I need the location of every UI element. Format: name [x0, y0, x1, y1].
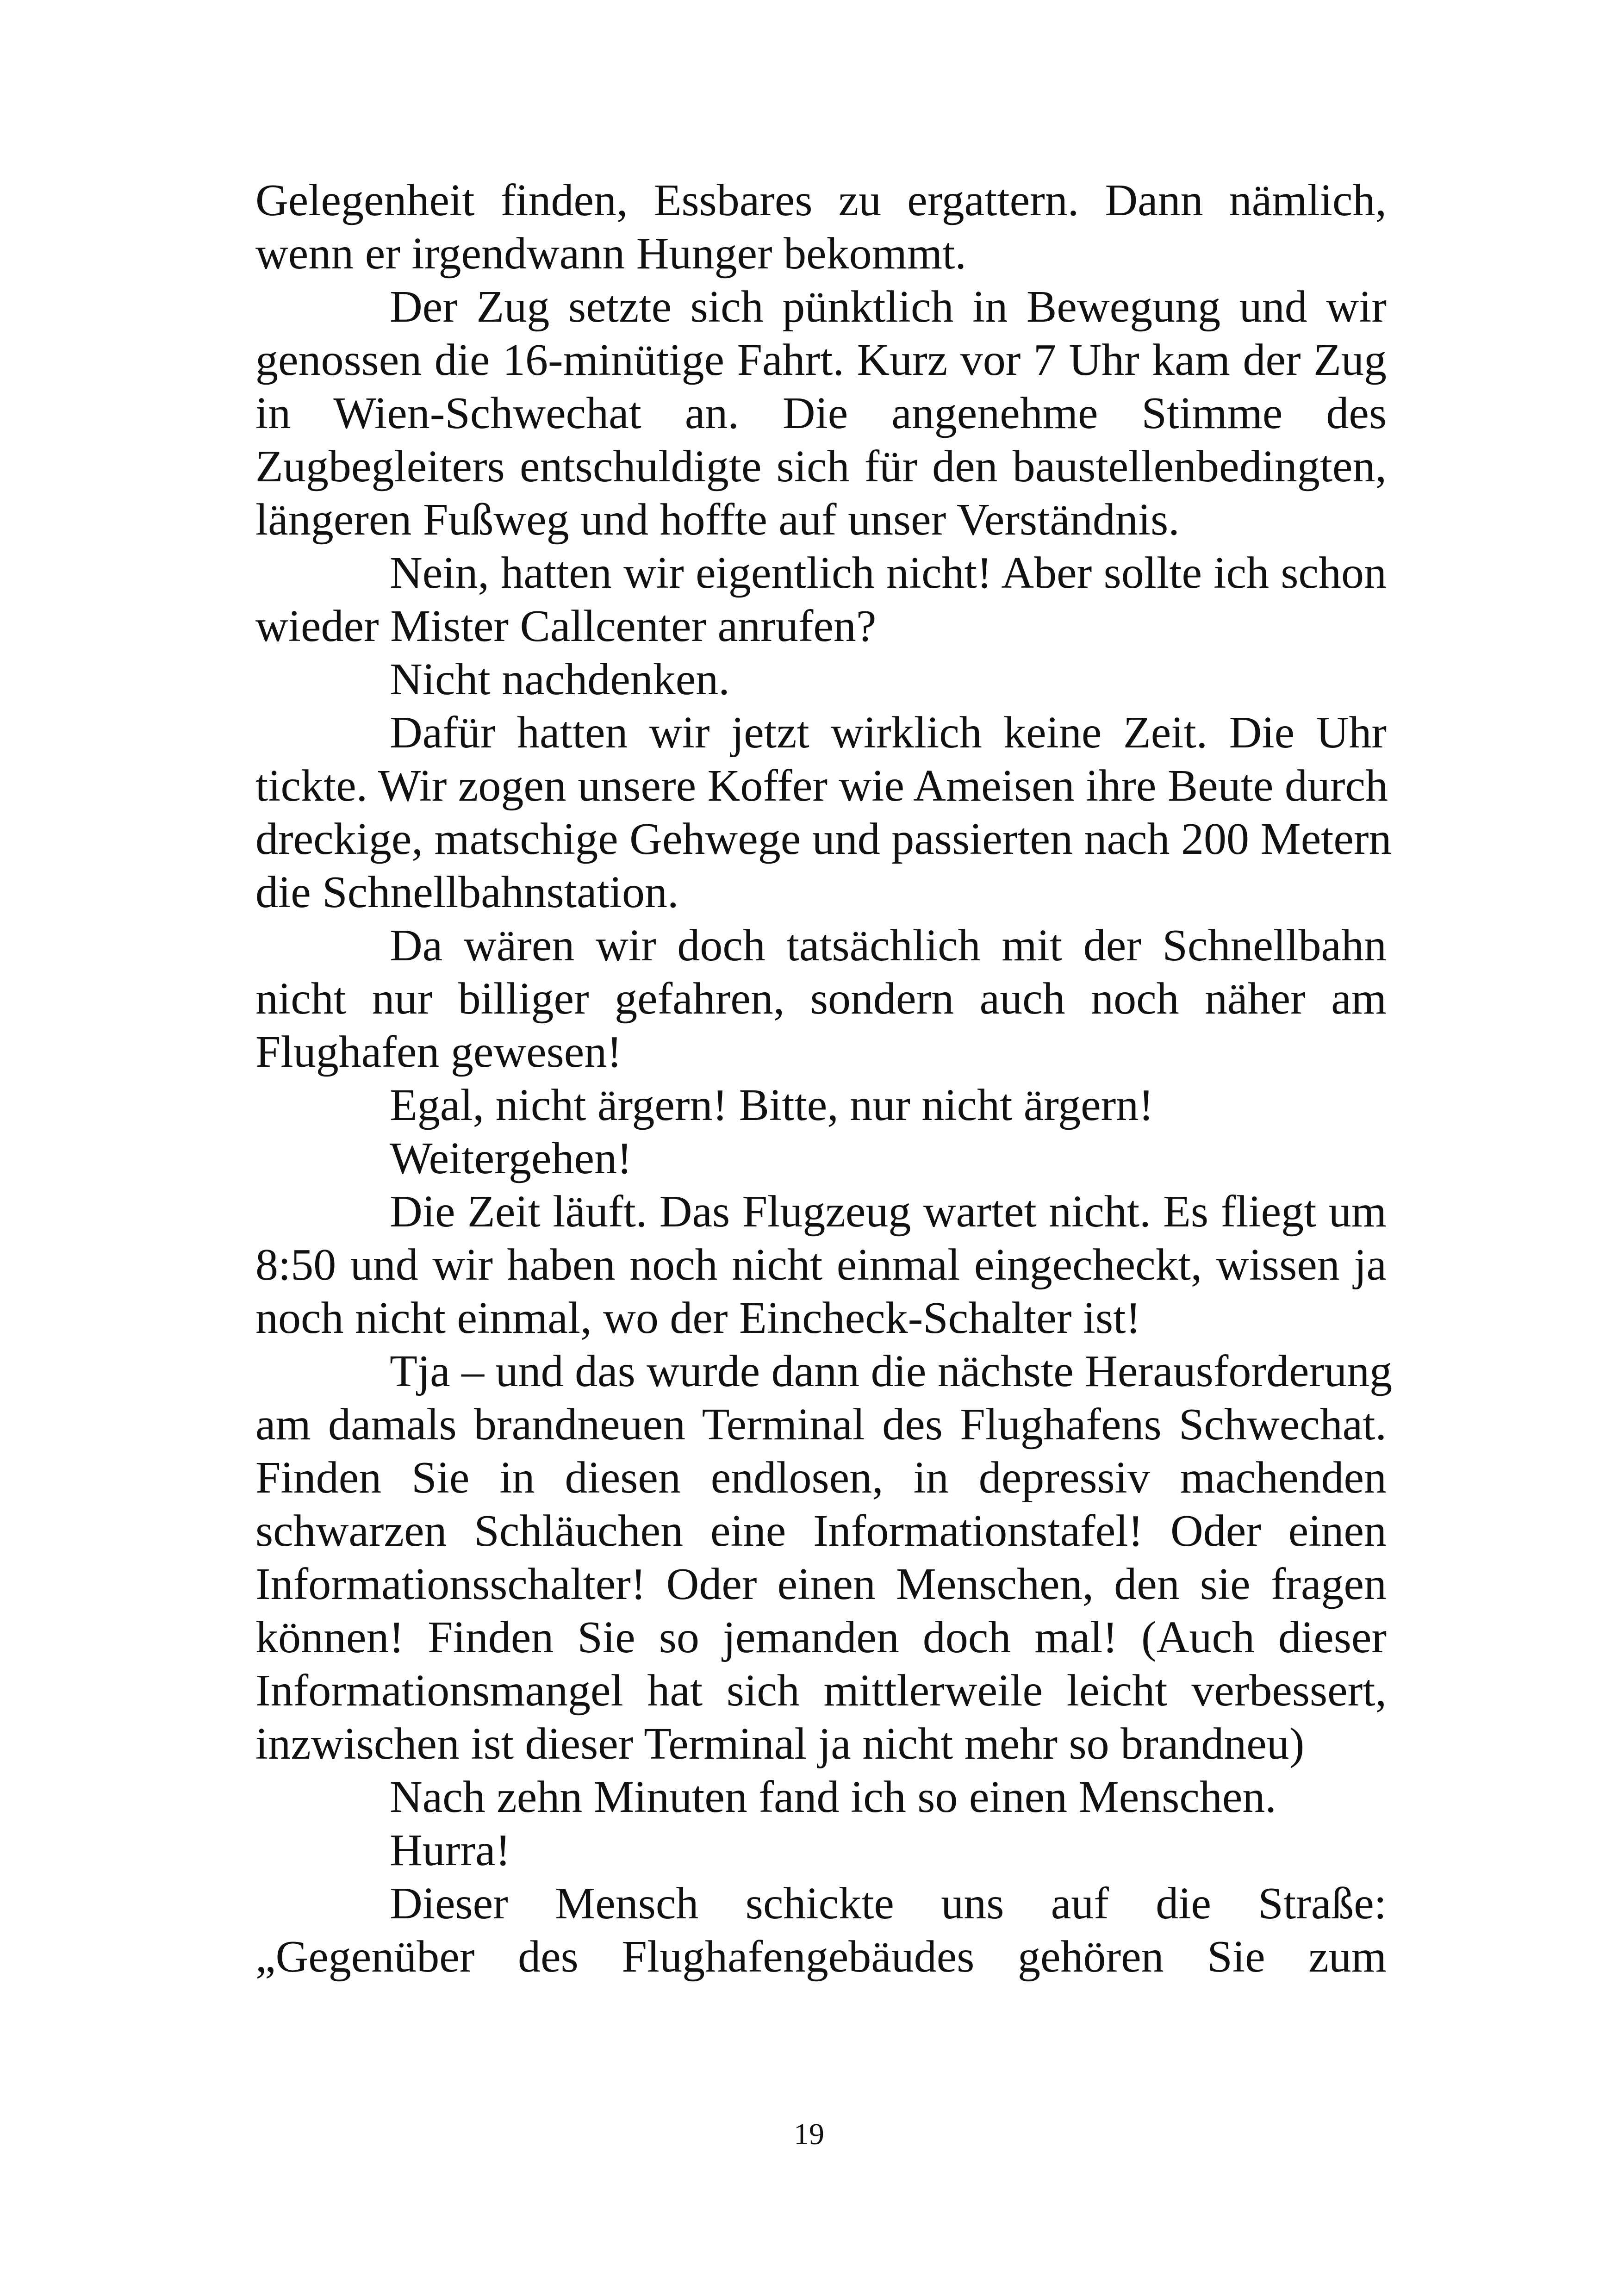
text-line: können! Finden Sie so jemanden doch mal! (Auch dieser: [255, 1612, 1387, 1662]
text-line: Zugbegleiters entschuldigte sich für den baustellenbedingten,: [255, 442, 1387, 492]
text-line: genossen die 16-minütige Fahrt. Kurz vor 7 Uhr kam der Zug: [255, 335, 1387, 385]
text-line: „Gegenüber des Flughafengebäudes gehören Sie zum: [255, 1932, 1387, 1982]
text-line: inzwischen ist dieser Terminal ja nicht mehr so brandneu): [255, 1719, 1305, 1769]
text-line: wieder Mister Callcenter anrufen?: [255, 601, 877, 651]
text-line: schwarzen Schläuchen eine Informationstafel! Oder einen: [255, 1506, 1387, 1556]
text-line: Tja – und das wurde dann die nächste Herausforderung: [390, 1346, 1393, 1396]
text-line: wenn er irgendwann Hunger bekommt.: [255, 229, 966, 279]
page-number: 19: [794, 2117, 824, 2151]
text-line: Dafür hatten wir jetzt wirklich keine Zeit. Die Uhr: [390, 708, 1387, 758]
text-line: die Schnellbahnstation.: [255, 867, 679, 917]
text-line: Die Zeit läuft. Das Flugzeug wartet nicht. Es fliegt um: [390, 1187, 1387, 1237]
text-line: Nach zehn Minuten fand ich so einen Menschen.: [390, 1772, 1276, 1822]
text-line: Gelegenheit finden, Essbares zu ergattern. Dann nämlich,: [255, 175, 1387, 225]
text-line: Nein, hatten wir eigentlich nicht! Aber sollte ich schon: [390, 548, 1387, 598]
text-line: tickte. Wir zogen unsere Koffer wie Ameisen ihre Beute durch: [255, 761, 1388, 811]
text-line: Da wären wir doch tatsächlich mit der Schnellbahn: [390, 921, 1387, 971]
text-line: Dieser Mensch schickte uns auf die Straße:: [390, 1879, 1387, 1929]
text-line: dreckige, matschige Gehwege und passierten nach 200 Metern: [255, 814, 1392, 864]
body-text: [255, 174, 1393, 1984]
text-line: Der Zug setzte sich pünktlich in Bewegung und wir: [390, 282, 1387, 332]
text-line: längeren Fußweg und hoffte auf unser Verständnis.: [255, 495, 1180, 545]
text-line: 8:50 und wir haben noch nicht einmal eingecheckt, wissen ja: [255, 1240, 1387, 1290]
text-line: Flughafen gewesen!: [255, 1027, 622, 1077]
text-line: in Wien-Schwechat an. Die angenehme Stimme des: [255, 388, 1387, 438]
text-line: nicht nur billiger gefahren, sondern auch noch näher am: [255, 974, 1387, 1024]
text-line: Informationsmangel hat sich mittlerweile leicht verbessert,: [255, 1666, 1387, 1716]
text-line: Egal, nicht ärgern! Bitte, nur nicht ärgern!: [390, 1080, 1154, 1130]
text-line: Informationsschalter! Oder einen Menschen, den sie fragen: [255, 1559, 1387, 1609]
text-line: Finden Sie in diesen endlosen, in depressiv machenden: [255, 1453, 1387, 1503]
text-line: Hurra!: [390, 1825, 511, 1875]
text-line: Weitergehen!: [390, 1133, 632, 1183]
text-line: noch nicht einmal, wo der Eincheck-Schalter ist!: [255, 1293, 1141, 1343]
text-line: Nicht nachdenken.: [390, 654, 730, 704]
text-line: am damals brandneuen Terminal des Flughafens Schwechat.: [255, 1400, 1387, 1450]
